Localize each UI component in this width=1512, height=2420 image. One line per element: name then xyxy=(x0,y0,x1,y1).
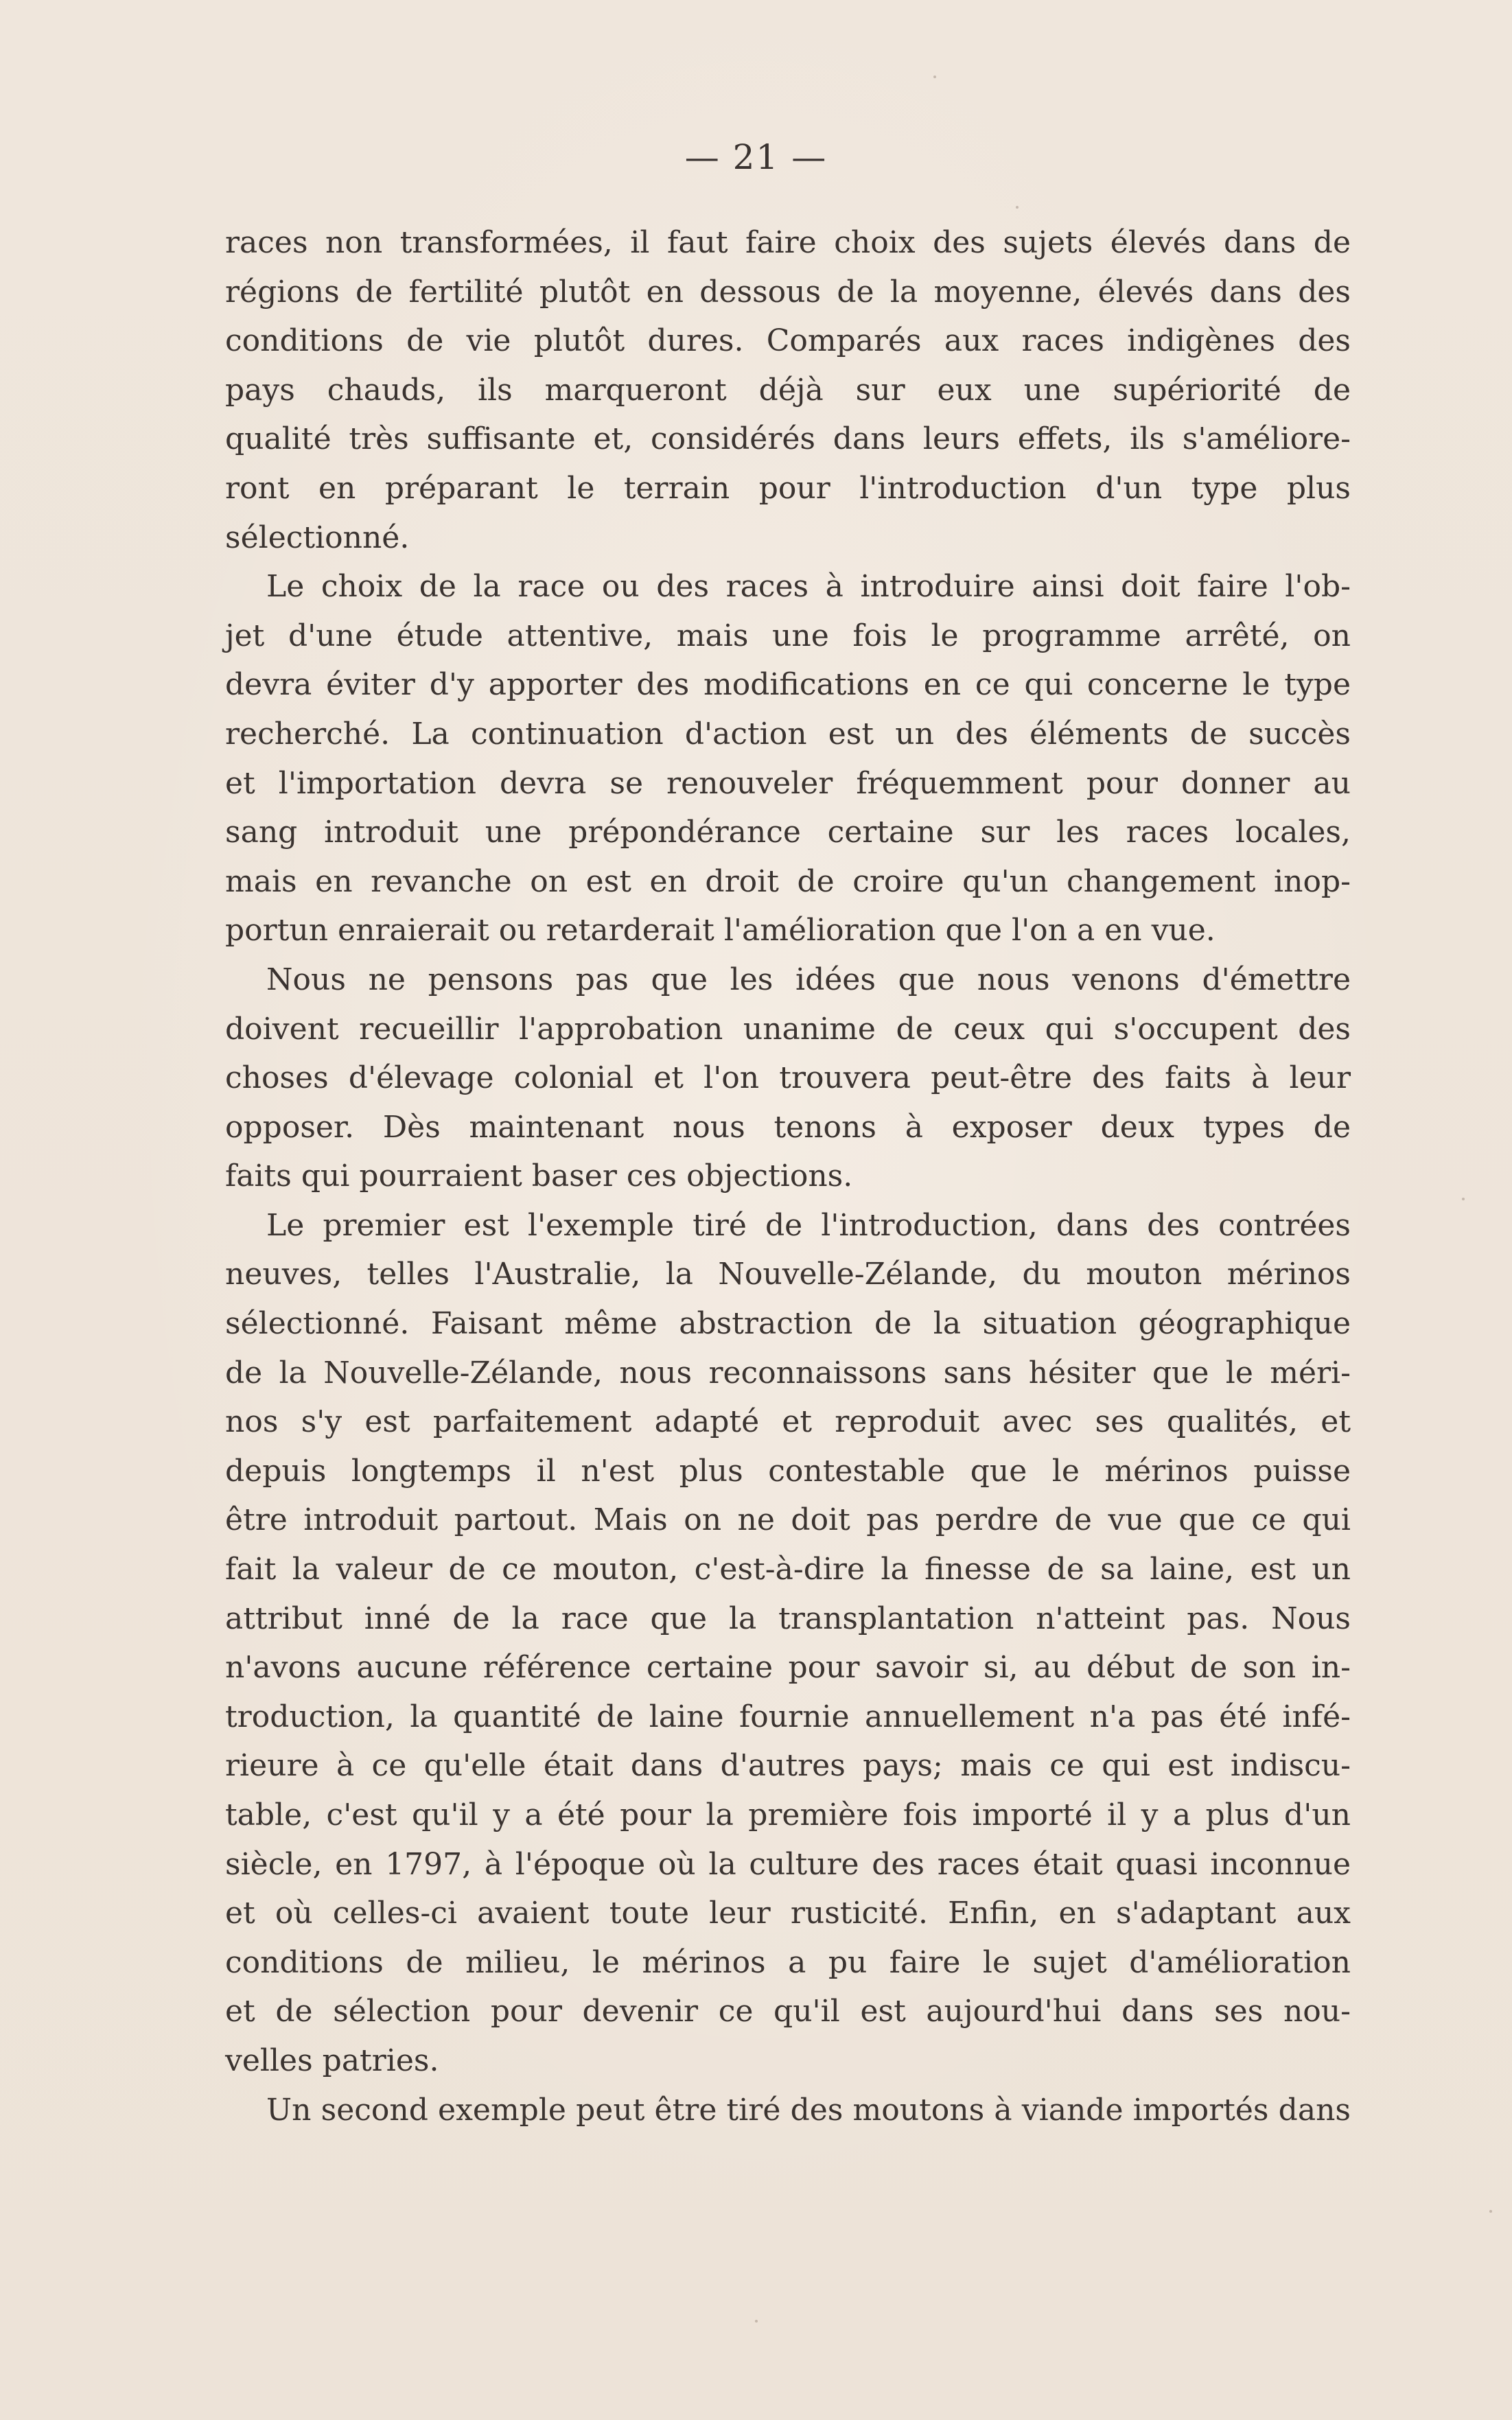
paper-speck xyxy=(933,75,936,78)
text-line: être introduit partout. Mais on ne doit pas perdre de vue que ce qui xyxy=(225,1502,1351,1538)
paper-speck xyxy=(1489,2210,1492,2213)
text-line: ront en préparant le terrain pour l'introduction d'un type plus xyxy=(225,470,1351,506)
paper-speck xyxy=(755,2320,758,2323)
text-line: fait la valeur de ce mouton, c'est-à-dire la finesse de sa laine, est un xyxy=(225,1552,1351,1587)
text-line: et de sélection pour devenir ce qu'il est aujourd'hui dans ses nou- xyxy=(225,1994,1351,2029)
text-line: n'avons aucune référence certaine pour savoir si, au début de son in- xyxy=(225,1650,1351,1686)
text-line: neuves, telles l'Australie, la Nouvelle-Zélande, du mouton mérinos xyxy=(225,1257,1351,1292)
text-line: portun enraierait ou retarderait l'amélioration que l'on a en vue. xyxy=(225,913,1216,949)
text-line: choses d'élevage colonial et l'on trouvera peut-être des faits à leur xyxy=(225,1060,1351,1096)
text-line: troduction, la quantité de laine fournie annuellement n'a pas été infé- xyxy=(225,1699,1351,1734)
text-line: rieure à ce qu'elle était dans d'autres pays; mais ce qui est indiscu- xyxy=(225,1748,1351,1784)
text-line: Le premier est l'exemple tiré de l'introduction, dans des contrées xyxy=(266,1207,1351,1243)
text-line: et où celles-ci avaient toute leur rusticité. Enfin, en s'adaptant aux xyxy=(225,1896,1351,1931)
text-line: qualité très suffisante et, considérés dans leurs effets, ils s'améliore- xyxy=(225,421,1351,457)
text-line: sélectionné. Faisant même abstraction de la situation géographique xyxy=(225,1306,1351,1342)
page-number: — 21 — xyxy=(684,137,828,177)
text-line: conditions de milieu, le mérinos a pu faire le sujet d'amélioration xyxy=(225,1944,1351,1980)
text-line: devra éviter d'y apporter des modifications en ce qui concerne le type xyxy=(225,667,1351,703)
text-line: sélectionné. xyxy=(225,520,410,555)
text-line: attribut inné de la race que la transplantation n'atteint pas. Nous xyxy=(225,1601,1351,1636)
text-line: sang introduit une prépondérance certaine sur les races locales, xyxy=(225,815,1351,850)
paper-speck xyxy=(1016,206,1019,209)
text-line: et l'importation devra se renouveler fréquemment pour donner au xyxy=(225,765,1351,801)
text-line: faits qui pourraient baser ces objections. xyxy=(225,1159,853,1194)
text-line: depuis longtemps il n'est plus contestable que le mérinos puisse xyxy=(225,1453,1351,1489)
text-line: mais en revanche on est en droit de croire qu'un changement inop- xyxy=(225,863,1351,899)
text-line: régions de fertilité plutôt en dessous de la moyenne, élevés dans des xyxy=(225,274,1351,310)
text-line: doivent recueillir l'approbation unanime de ceux qui s'occupent des xyxy=(225,1011,1351,1047)
text-line: nos s'y est parfaitement adapté et reproduit avec ses qualités, et xyxy=(225,1404,1351,1440)
text-line: conditions de vie plutôt dures. Comparés aux races indigènes des xyxy=(225,323,1351,359)
text-line: Nous ne pensons pas que les idées que nous venons d'émettre xyxy=(266,962,1351,997)
text-line: Un second exemple peut être tiré des moutons à viande importés dans xyxy=(266,2092,1351,2128)
text-line: de la Nouvelle-Zélande, nous reconnaissons sans hésiter que le méri- xyxy=(225,1355,1351,1391)
text-line: jet d'une étude attentive, mais une fois le programme arrêté, on xyxy=(225,618,1351,653)
text-line: pays chauds, ils marqueront déjà sur eux une supériorité de xyxy=(225,372,1351,408)
text-line: Le choix de la race ou des races à introduire ainsi doit faire l'ob- xyxy=(266,569,1351,605)
text-line: table, c'est qu'il y a été pour la première fois importé il y a plus d'un xyxy=(225,1797,1351,1833)
text-line: recherché. La continuation d'action est un des éléments de succès xyxy=(225,716,1351,752)
text-line: opposer. Dès maintenant nous tenons à exposer deux types de xyxy=(225,1109,1351,1145)
paper-speck xyxy=(1462,1198,1465,1200)
text-line: siècle, en 1797, à l'époque où la culture des races était quasi inconnue xyxy=(225,1846,1351,1882)
body-text xyxy=(225,218,1351,2134)
text-line: velles patries. xyxy=(225,2043,439,2078)
text-line: races non transformées, il faut faire choix des sujets élevés dans de xyxy=(225,225,1351,260)
